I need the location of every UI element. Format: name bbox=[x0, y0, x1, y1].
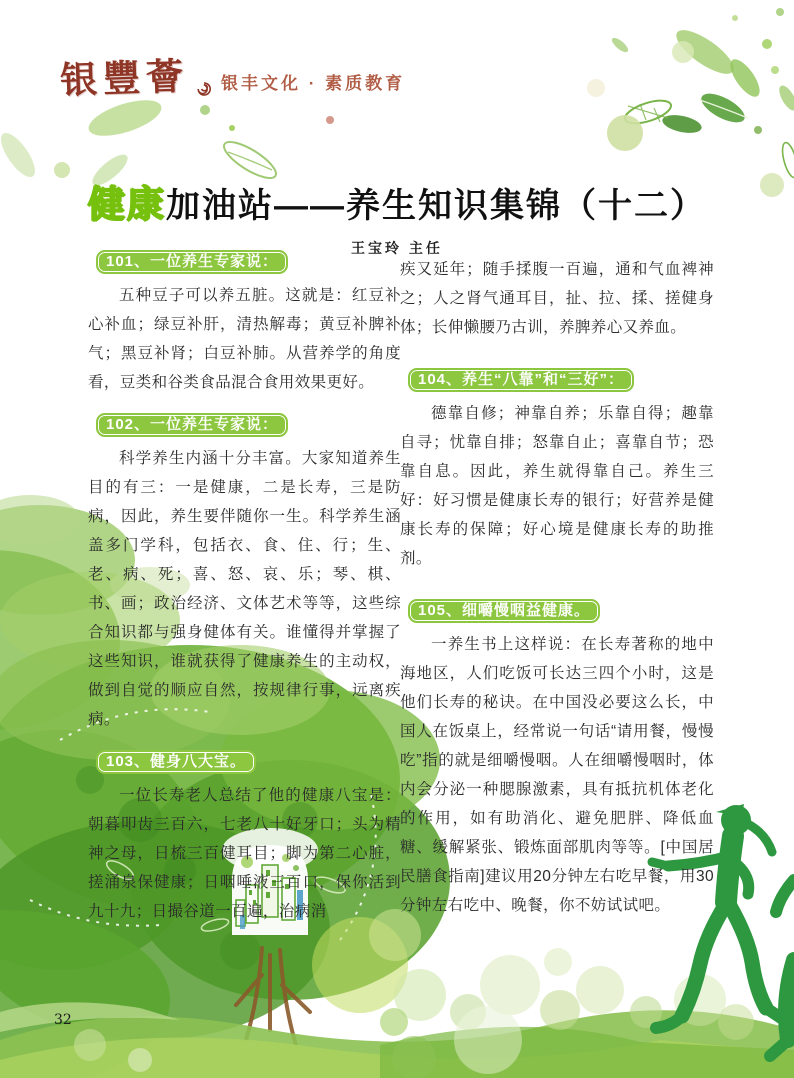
section-body: 科学养生内涵十分丰富。大家知道养生目的有三：一是健康，二是长寿，三是防病，因此，养生要伴随你一生。科学养生涵盖多门学科，包括衣、食、住、行；生、老、病、死；喜、怒、哀、乐；琴、棋、书、画；政治经济、文体艺术等等，这些综合知识都与强身健体有关。谁懂得并掌握了这些知识，谁就获得了健康养生的主动权，做到自觉的顺应自然，按规律行事，远离疾病。 bbox=[88, 450, 401, 728]
title-highlight: 健康 bbox=[88, 184, 166, 225]
section-body-continued: 疾又延年；随手揉腹一百遍，通和气血裨神之；人之肾气通耳目，扯、拉、揉、搓健身体；长伸懒腰乃古训，养脾养心又养血。 bbox=[400, 261, 714, 336]
section-102 bbox=[88, 413, 401, 734]
brand-logo: 银豐薈 bbox=[59, 53, 190, 103]
section-body: 德靠自修；神靠自养；乐靠自得；趣靠自寻；忧靠自排；怒靠自止；喜靠自节；恐靠自息。因此，养生就得靠自己。养生三好：好习惯是健康长寿的银行；好营养是健康长寿的保障；好心境是健康长寿的助推剂。 bbox=[400, 405, 714, 567]
left-column bbox=[88, 250, 401, 942]
leaf-cluster-top-right bbox=[587, 8, 794, 197]
article-title-block bbox=[0, 174, 794, 258]
spiral-icon bbox=[195, 80, 213, 98]
section-body: 五种豆子可以养五脏。这就是：红豆补心补血；绿豆补肝，清热解毒；黄豆补脾补气；黑豆补肾；白豆补肺。从营养学的角度看，豆类和谷类食品混合食用效果更好。 bbox=[88, 287, 401, 391]
page-header bbox=[60, 48, 405, 102]
section-body: 一位长寿老人总结了他的健康八宝是：朝暮叩齿三百六，七老八十好牙口；头为精神之母，日梳三百健耳目；脚为第二心脏，搓涌泉保健康；日咽唾液三百口，保你活到九十九；日撮谷道一百遍，治病消 bbox=[88, 787, 401, 920]
section-body: 一养生书上这样说：在长寿著称的地中海地区，人们吃饭可长达三四个小时，这是他们长寿的秘诀。在中国没必要这么长，中国人在饭桌上，经常说一句话“请用餐，慢慢吃”指的就是细嚼慢咽。人在细嚼慢咽时，体内会分泌一种腮腺激素，具有抵抗机体老化的作用，如有助消化、避免肥胖、降低血糖、缓解紧张、锻炼面部肌肉等等。[中国居民膳食指南]建议用20分钟左右吃早餐，用30分钟左右吃中、晚餐，你不妨试试吧。 bbox=[400, 636, 714, 914]
section-heading-badge: 102、一位养生专家说： bbox=[96, 413, 288, 437]
title-rest: 加油站——养生知识集锦（十二） bbox=[166, 187, 706, 225]
section-105 bbox=[400, 599, 714, 920]
section-101 bbox=[88, 250, 401, 397]
section-heading-badge: 101、一位养生专家说： bbox=[96, 250, 288, 274]
section-103-continued bbox=[400, 255, 714, 342]
brand-tagline: 银丰文化 · 素质教育 bbox=[221, 74, 406, 93]
author-line: 王宝玲 主任 bbox=[351, 240, 443, 256]
section-heading-badge: 105、细嚼慢咽益健康。 bbox=[408, 599, 600, 623]
section-heading-badge: 104、养生“八靠”和“三好”： bbox=[408, 368, 634, 392]
section-104 bbox=[400, 368, 714, 573]
section-heading-badge: 103、健身八大宝。 bbox=[96, 750, 256, 774]
right-column bbox=[400, 250, 714, 936]
article-title bbox=[0, 174, 794, 228]
section-103 bbox=[88, 750, 401, 926]
page-number: 32 bbox=[54, 1012, 72, 1028]
